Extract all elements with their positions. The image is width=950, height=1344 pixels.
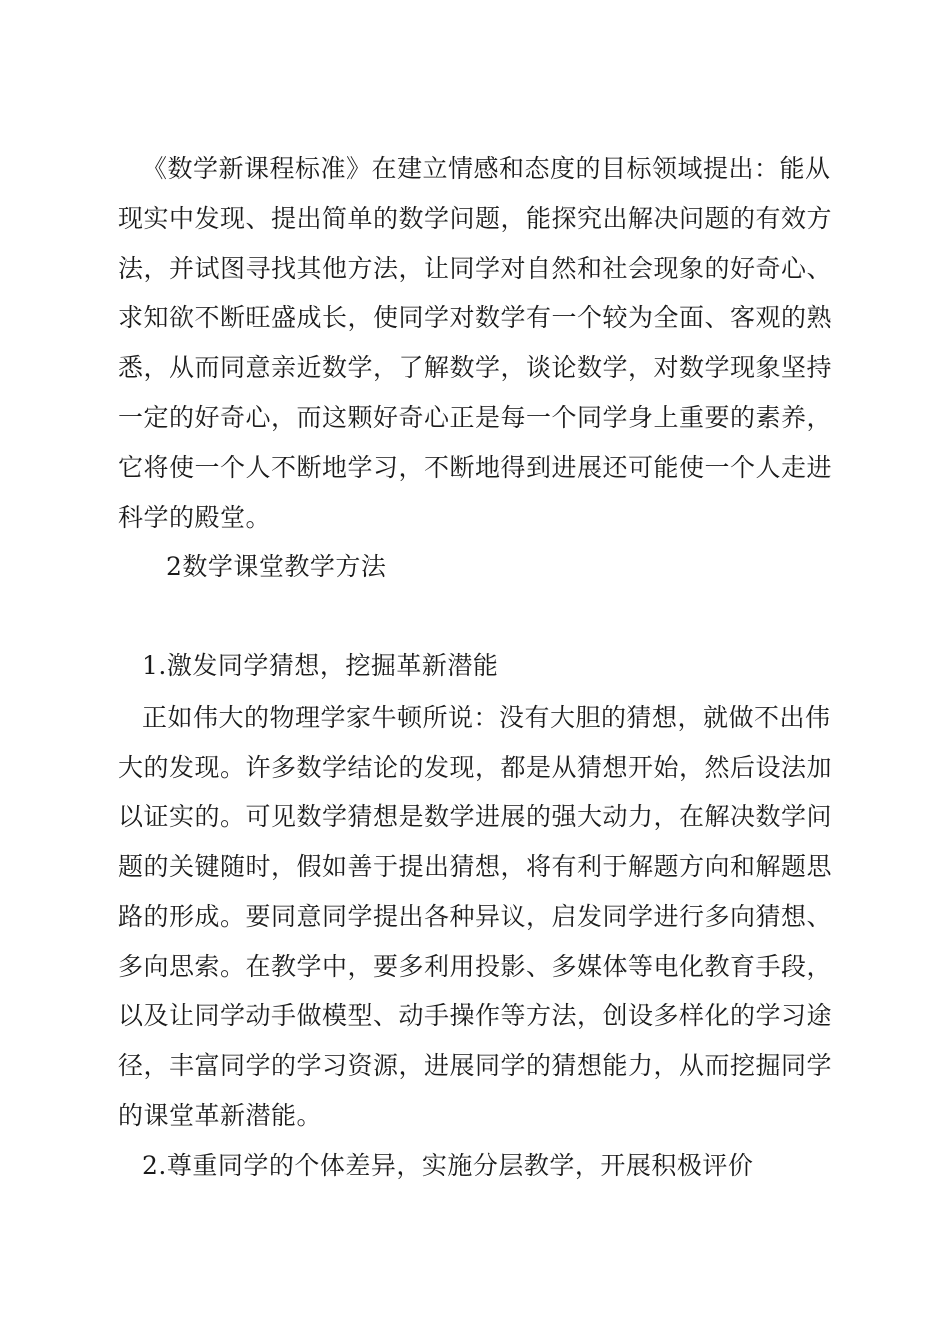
paragraph-line: 《数学新课程标准》在建立情感和态度的目标领域提出：能从 <box>142 154 831 183</box>
paragraph-line: 它将使一个人不断地学习，不断地得到进展还可能使一个人走进 <box>118 453 833 482</box>
paragraph-line: 多向思索。在教学中，要多利用投影、多媒体等电化教育手段， <box>118 952 833 981</box>
paragraph-line: 题的关键随时，假如善于提出猜想，将有利于解题方向和解题思 <box>118 852 833 881</box>
paragraph-line: 求知欲不断旺盛成长，使同学对数学有一个较为全面、客观的熟 <box>118 303 833 332</box>
paragraph-line: 大的发现。许多数学结论的发现，都是从猜想开始，然后设法加 <box>118 753 833 782</box>
section-heading: 2数学课堂教学方法 <box>166 552 387 581</box>
paragraph-line: 径，丰富同学的学习资源，进展同学的猜想能力，从而挖掘同学 <box>118 1051 833 1080</box>
paragraph-line: 科学的殿堂。 <box>118 503 272 532</box>
paragraph-line: 一定的好奇心，而这颗好奇心正是每一个同学身上重要的素养， <box>118 403 833 432</box>
paragraph-line: 的课堂革新潜能。 <box>118 1101 323 1130</box>
paragraph-line: 悉，从而同意亲近数学，了解数学，谈论数学，对数学现象坚持 <box>118 353 833 382</box>
paragraph-line: 路的形成。要同意同学提出各种异议，启发同学进行多向猜想、 <box>118 902 833 931</box>
paragraph-line: 以证实的。可见数学猜想是数学进展的强大动力，在解决数学问 <box>118 802 833 831</box>
subheading: 1.激发同学猜想，挖掘革新潜能 <box>142 651 499 680</box>
paragraph-line: 法，并试图寻找其他方法，让同学对自然和社会现象的好奇心、 <box>118 254 833 283</box>
subheading: 2.尊重同学的个体差异，实施分层教学，开展积极评价 <box>142 1151 754 1180</box>
paragraph-line: 以及让同学动手做模型、动手操作等方法，创设多样化的学习途 <box>118 1001 833 1030</box>
paragraph-line: 现实中发现、提出简单的数学问题，能探究出解决问题的有效方 <box>118 204 833 233</box>
paragraph-line: 正如伟大的物理学家牛顿所说：没有大胆的猜想，就做不出伟 <box>142 703 831 732</box>
